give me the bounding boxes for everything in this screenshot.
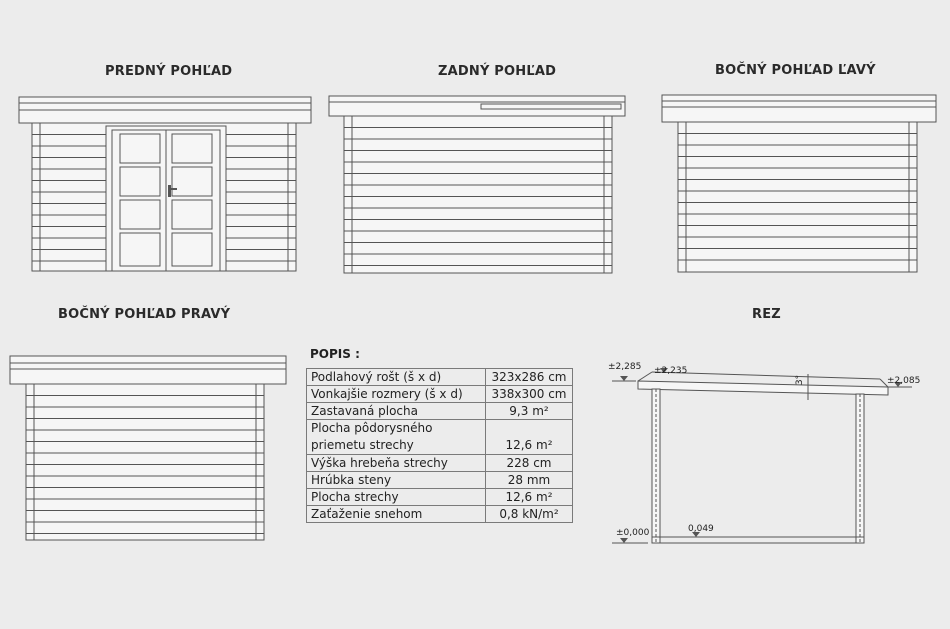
left-side-elevation [662, 95, 936, 272]
table-row [307, 472, 573, 489]
spec-value: 338x300 cm [486, 386, 573, 403]
table-row [307, 403, 573, 420]
right-view-title: BOČNÝ POHĽAD PRAVÝ [58, 307, 231, 322]
table-row [307, 455, 573, 472]
back-view-title: ZADNÝ POHĽAD [438, 64, 557, 79]
back-elevation [329, 96, 625, 273]
spec-value: 0,8 kN/m² [486, 506, 573, 523]
roof-slope: 3° [795, 374, 806, 386]
spec-label: Vonkajšie rozmery (š x d) [307, 386, 486, 403]
table-row [307, 506, 573, 523]
height-floor: ±0,000 [616, 528, 650, 538]
table-row [307, 386, 573, 403]
spec-label: Podlahový rošt (š x d) [307, 369, 486, 386]
spec-table [306, 368, 573, 523]
front-view-title: PREDNÝ POHĽAD [105, 64, 233, 79]
height-front-inner: ±2,235 [654, 366, 688, 376]
spec-label: Zaťaženie snehom [307, 506, 486, 523]
right-side-elevation [10, 356, 286, 540]
left-view-title: BOČNÝ POHĽAD ĽAVÝ [715, 63, 876, 78]
spec-label: Zastavaná plocha [307, 403, 486, 420]
spec-value: 9,3 m² [486, 403, 573, 420]
height-front-top: ±2,285 [608, 362, 642, 372]
spec-label-line-1: Plocha pôdorysného [311, 421, 433, 435]
section-drawing [612, 368, 912, 543]
spec-label-line-2: priemetu strechy [311, 438, 414, 452]
table-row [307, 489, 573, 506]
table-row [307, 369, 573, 386]
spec-label: Plocha strechy [307, 489, 486, 506]
spec-label [307, 420, 486, 455]
spec-label: Výška hrebeňa strechy [307, 455, 486, 472]
height-floor-top: 0,049 [688, 524, 714, 534]
spec-value: 228 cm [486, 455, 573, 472]
front-door [106, 126, 226, 271]
height-back: ±2,085 [887, 376, 921, 386]
door-handle-icon [168, 185, 171, 197]
spec-label: Hrúbka steny [307, 472, 486, 489]
front-elevation [19, 97, 311, 271]
section-view-title: REZ [752, 307, 781, 322]
spec-value: 12,6 m² [486, 489, 573, 506]
popis-title: POPIS : [310, 347, 360, 361]
table-row [307, 420, 573, 455]
spec-value: 323x286 cm [486, 369, 573, 386]
spec-value: 28 mm [486, 472, 573, 489]
spec-value: 12,6 m² [486, 420, 573, 455]
